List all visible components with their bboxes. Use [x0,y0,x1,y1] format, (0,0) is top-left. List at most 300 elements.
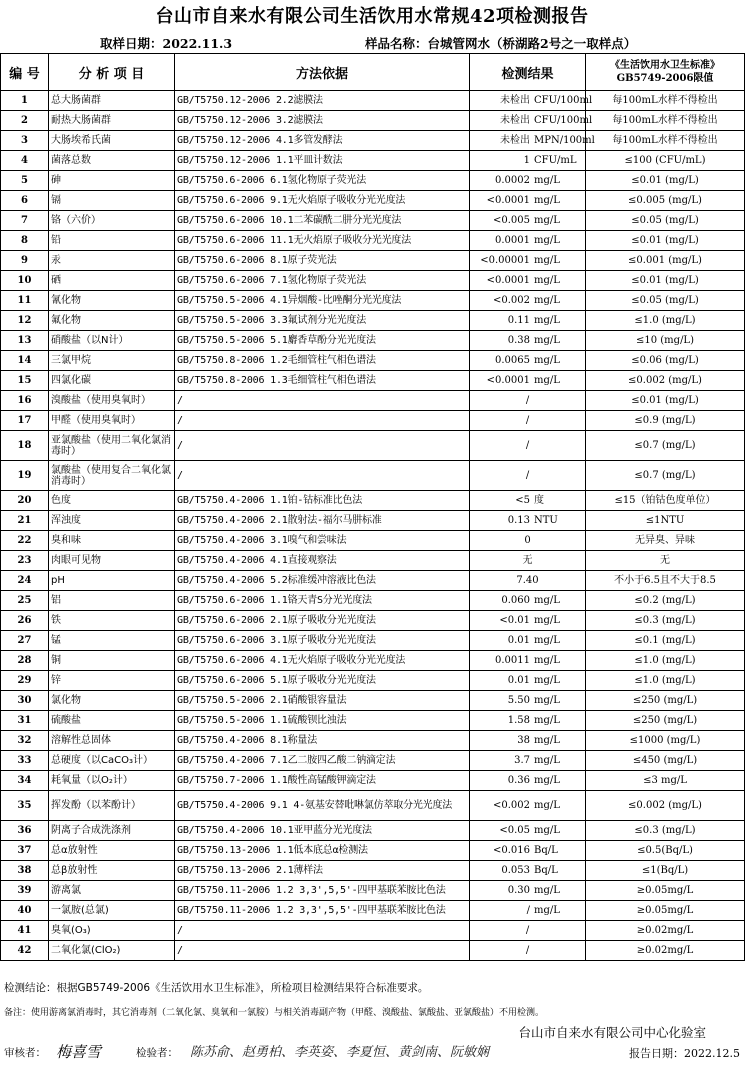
row-number: 21 [1,511,49,531]
test-result [470,571,586,591]
method-basis: GB/T5750.4-2006 5.2标准缓冲溶液比色法 [175,571,470,591]
result-unit: CFU/100ml [534,115,593,126]
reviewer-signature: 梅喜雪 [56,1043,102,1061]
method-basis: GB/T5750.11-2006 1.2 3,3',5,5'-四甲基联苯胺比色法 [175,901,470,921]
analysis-item: 氯化物 [49,691,175,711]
result-unit: mg/L [534,800,560,811]
test-result [470,531,586,551]
table-header-row [1,54,745,91]
standard-limit: ≥0.02mg/L [586,941,745,961]
row-number: 24 [1,571,49,591]
result-unit: mg/L [534,335,560,346]
row-number: 29 [1,671,49,691]
test-result [470,461,586,491]
row-number: 6 [1,191,49,211]
row-number: 4 [1,151,49,171]
result-value: 0 [524,535,531,546]
method-basis: GB/T5750.4-2006 1.1铂-钴标准比色法 [175,491,470,511]
row-number: 2 [1,111,49,131]
test-result [470,491,586,511]
table-row [1,291,745,311]
result-unit: mg/L [534,375,560,386]
table-row [1,691,745,711]
standard-limit: ≤0.1 (mg/L) [586,631,745,651]
test-result [470,391,586,411]
result-value: / [525,470,530,481]
standard-title: 《生活饮用水卫生标准》 [610,60,720,71]
table-row [1,941,745,961]
result-value: 5.50 [507,695,530,706]
test-result [470,901,586,921]
result-value: 0.36 [507,775,530,786]
result-value: 0.38 [507,335,530,346]
table-row [1,351,745,371]
table-body [1,91,745,961]
method-basis: / [175,941,470,961]
test-result [470,921,586,941]
test-result [470,131,595,151]
standard-limit: ≤3 mg/L [586,771,745,791]
analysis-item: 氯酸盐（使用复合二氧化氯消毒时） [49,461,175,491]
table-row [1,821,745,841]
table-row [1,431,745,461]
result-value: 未检出 [500,95,530,106]
result-value: <5 [515,495,530,506]
method-basis: GB/T5750.13-2006 1.1低本底总α检测法 [175,841,470,861]
col-header-method: 方法依据 [175,54,470,91]
row-number: 27 [1,631,49,651]
table-row [1,771,745,791]
standard-limit: 无 [586,551,745,571]
analysis-item: 砷 [49,171,175,191]
analysis-item: 锰 [49,631,175,651]
result-value: / [525,945,530,956]
table-row [1,131,745,151]
analysis-item: 总硬度（以CaCO₃计） [49,751,175,771]
row-number: 8 [1,231,49,251]
row-number: 13 [1,331,49,351]
method-basis: GB/T5750.5-2006 5.1麝香草酚分光光度法 [175,331,470,351]
row-number: 22 [1,531,49,551]
result-unit: MPN/100ml [534,135,595,146]
method-basis: GB/T5750.5-2006 4.1异烟酸-比唑酮分光光度法 [175,291,470,311]
test-result [470,151,586,171]
result-unit: mg/L [534,655,560,666]
lab-name: 台山市自来水有限公司中心化验室 [518,1025,706,1040]
row-number: 9 [1,251,49,271]
row-number: 25 [1,591,49,611]
result-unit: Bq/L [534,845,558,856]
method-basis: GB/T5750.4-2006 3.1嗅气和尝味法 [175,531,470,551]
analysis-item: 耐热大肠菌群 [49,111,175,131]
test-result [470,251,586,271]
row-number: 10 [1,271,49,291]
analysis-item: 铁 [49,611,175,631]
test-result [470,211,586,231]
table-row [1,151,745,171]
note: 备注：使用游离氯消毒时，其它消毒剂（二氧化氯、臭氧和一氯胺）与相关消毒副产物（甲醛、溴酸盐、氯酸盐、亚氯酸盐）不用检测。 [4,1008,545,1018]
method-basis: GB/T5750.4-2006 2.1散射法-福尔马肼标准 [175,511,470,531]
analysis-item: 总α放射性 [49,841,175,861]
method-basis: GB/T5750.13-2006 2.1薄样法 [175,861,470,881]
result-value: 3.7 [514,755,530,766]
analysis-item: 挥发酚（以苯酚计） [49,791,175,821]
result-value: 0.13 [507,515,530,526]
test-result [470,591,586,611]
method-basis: GB/T5750.12-2006 1.1平皿计数法 [175,151,470,171]
method-basis: GB/T5750.5-2006 1.1硫酸钡比浊法 [175,711,470,731]
row-number: 5 [1,171,49,191]
standard-limit: ≤0.01 (mg/L) [586,231,745,251]
analysis-item: 臭氧(O₃) [49,921,175,941]
table-row [1,731,745,751]
analysis-item: 一氯胺(总氯) [49,901,175,921]
method-basis: GB/T5750.6-2006 6.1氢化物原子荧光法 [175,171,470,191]
method-basis: GB/T5750.7-2006 1.1酸性高锰酸钾滴定法 [175,771,470,791]
test-result [470,771,586,791]
test-result [470,431,586,461]
test-result [470,631,586,651]
result-value: 无 [522,555,533,566]
col-header-standard [586,54,745,91]
table-row [1,111,745,131]
result-value: / [525,415,530,426]
test-result [470,311,586,331]
standard-limit: ≤1000 (mg/L) [586,731,745,751]
method-basis: GB/T5750.6-2006 7.1氢化物原子荧光法 [175,271,470,291]
standard-limit: ≤15（铂钴色度单位） [586,491,745,511]
result-unit: mg/L [534,175,560,186]
analysis-item: 色度 [49,491,175,511]
method-basis: GB/T5750.12-2006 4.1多管发酵法 [175,131,470,151]
standard-limit: ≤0.01 (mg/L) [586,171,745,191]
row-number: 41 [1,921,49,941]
result-unit: mg/L [534,215,560,226]
analysis-item: 甲醛（使用臭氧时） [49,411,175,431]
result-value: 0.0002 [495,175,530,186]
table-row [1,231,745,251]
method-basis: GB/T5750.6-2006 8.1原子荧光法 [175,251,470,271]
result-unit: 度 [534,495,544,506]
result-value: 0.0065 [495,355,530,366]
test-result [470,231,586,251]
test-result [470,711,586,731]
test-result [470,821,586,841]
standard-limit: ≤0.3 (mg/L) [586,821,745,841]
table-row [1,171,745,191]
result-unit: NTU [534,515,558,526]
row-number: 12 [1,311,49,331]
row-number: 40 [1,901,49,921]
row-number: 36 [1,821,49,841]
analysis-item: 溶解性总固体 [49,731,175,751]
test-result [470,691,586,711]
analysis-item: 汞 [49,251,175,271]
result-unit: CFU/100ml [534,95,593,106]
test-result [470,331,586,351]
table-row [1,711,745,731]
analysis-item: 氟化物 [49,311,175,331]
row-number: 37 [1,841,49,861]
test-result [470,271,586,291]
table-row [1,791,745,821]
test-result [470,611,586,631]
table-row [1,371,745,391]
method-basis: GB/T5750.12-2006 3.2滤膜法 [175,111,470,131]
analysis-item: 锌 [49,671,175,691]
method-basis: GB/T5750.6-2006 1.1铬天青S分光光度法 [175,591,470,611]
result-unit: mg/L [534,195,560,206]
table-row [1,271,745,291]
analysis-item: 硒 [49,271,175,291]
method-basis: GB/T5750.4-2006 9.1 4-氨基安替吡啉氯仿萃取分光光度法 [175,791,470,821]
standard-code: GB5749-2006限值 [616,73,714,84]
result-value: 7.40 [516,575,539,586]
analysis-item: 氰化物 [49,291,175,311]
result-unit: mg/L [534,715,560,726]
method-basis: / [175,391,470,411]
standard-limit: ≤0.01 (mg/L) [586,271,745,291]
analysis-item: 菌落总数 [49,151,175,171]
result-value: 0.060 [501,595,530,606]
table-row [1,251,745,271]
result-value: 0.01 [507,635,530,646]
analysis-item: 二氧化氯(ClO₂) [49,941,175,961]
result-unit: mg/L [534,775,560,786]
inspector-label: 检验者： [136,1047,178,1059]
analysis-item: 镉 [49,191,175,211]
row-number: 17 [1,411,49,431]
row-number: 16 [1,391,49,411]
test-result [470,751,586,771]
table-row [1,651,745,671]
conclusion: 检测结论：根据GB5749-2006《生活饮用水卫生标准》，所检项目检测结果符合标准要求。 [4,982,429,994]
standard-limit: ≤1.0 (mg/L) [586,311,745,331]
standard-limit: ≤0.3 (mg/L) [586,611,745,631]
row-number: 1 [1,91,49,111]
analysis-item: 总β放射性 [49,861,175,881]
table-row [1,311,745,331]
analysis-item: 阴离子合成洗涤剂 [49,821,175,841]
analysis-item: 肉眼可见物 [49,551,175,571]
method-basis: GB/T5750.6-2006 11.1无火焰原子吸收分光光度法 [175,231,470,251]
standard-limit: ≥0.05mg/L [586,881,745,901]
row-number: 18 [1,431,49,461]
standard-limit: 每100mL水样不得检出 [586,91,745,111]
row-number: 19 [1,461,49,491]
result-unit: mg/L [534,905,560,916]
result-unit: mg/L [534,595,560,606]
results-table [0,53,745,961]
result-value: 1.58 [507,715,530,726]
method-basis: GB/T5750.5-2006 2.1硝酸银容量法 [175,691,470,711]
row-number: 33 [1,751,49,771]
standard-limit: ≤10 (mg/L) [586,331,745,351]
analysis-item: 硝酸盐（以N计） [49,331,175,351]
row-number: 42 [1,941,49,961]
table-row [1,751,745,771]
analysis-item: 大肠埃希氏菌 [49,131,175,151]
result-value: <0.0001 [486,195,530,206]
result-unit: mg/L [534,695,560,706]
table-row [1,881,745,901]
result-value: <0.01 [499,615,530,626]
test-result [470,351,586,371]
result-unit: mg/L [534,255,560,266]
method-basis: GB/T5750.8-2006 1.3毛细管柱气相色谱法 [175,371,470,391]
method-basis: GB/T5750.6-2006 4.1无火焰原子吸收分光光度法 [175,651,470,671]
standard-limit: ≤0.002 (mg/L) [586,371,745,391]
result-value: 38 [517,735,530,746]
table-row [1,411,745,431]
row-number: 35 [1,791,49,821]
analysis-item: 耗氧量（以O₂计） [49,771,175,791]
table-row [1,921,745,941]
table-row [1,671,745,691]
standard-limit: 每100mL水样不得检出 [586,131,745,151]
test-result [470,651,586,671]
result-unit: mg/L [534,315,560,326]
test-result [470,841,586,861]
method-basis: / [175,431,470,461]
row-number: 23 [1,551,49,571]
table-row [1,331,745,351]
analysis-item: 铬（六价） [49,211,175,231]
standard-limit: ≤0.01 (mg/L) [586,391,745,411]
analysis-item: 铜 [49,651,175,671]
standard-limit: ≤450 (mg/L) [586,751,745,771]
standard-limit: ≤0.7 (mg/L) [586,431,745,461]
report-date: 报告日期：2022.12.5 [629,1047,740,1060]
result-value: / [525,440,530,451]
analysis-item: pH [49,571,175,591]
row-number: 39 [1,881,49,901]
row-number: 32 [1,731,49,751]
test-result [470,791,586,821]
test-result [470,411,586,431]
standard-limit: ≥0.05mg/L [586,901,745,921]
row-number: 26 [1,611,49,631]
standard-limit: ≤0.7 (mg/L) [586,461,745,491]
standard-limit: ≤0.2 (mg/L) [586,591,745,611]
method-basis: GB/T5750.4-2006 10.1亚甲蓝分光光度法 [175,821,470,841]
result-value: / [526,905,530,916]
result-value: 0.0011 [495,655,530,666]
analysis-item: 溴酸盐（使用臭氧时） [49,391,175,411]
standard-limit: 不小于6.5且不大于8.5 [586,571,745,591]
analysis-item: 总大肠菌群 [49,91,175,111]
result-value: <0.002 [492,800,530,811]
standard-limit: ≤1NTU [586,511,745,531]
result-value: <0.002 [492,295,530,306]
method-basis: GB/T5750.4-2006 7.1乙二胺四乙酸二钠滴定法 [175,751,470,771]
test-result [470,511,586,531]
standard-limit: ≤1(Bq/L) [586,861,745,881]
test-result [470,91,593,111]
row-number: 7 [1,211,49,231]
row-number: 14 [1,351,49,371]
result-unit: mg/L [534,825,560,836]
analysis-item: 浑浊度 [49,511,175,531]
method-basis: GB/T5750.6-2006 10.1二苯碳酰二肼分光光度法 [175,211,470,231]
table-row [1,631,745,651]
table-row [1,191,745,211]
result-unit: mg/L [534,755,560,766]
standard-limit: ≤0.05 (mg/L) [586,291,745,311]
result-unit: mg/L [534,235,560,246]
result-value: 未检出 [500,135,530,146]
method-basis: GB/T5750.12-2006 2.2滤膜法 [175,91,470,111]
standard-limit: ≤1.0 (mg/L) [586,671,745,691]
method-basis: GB/T5750.6-2006 9.1无火焰原子吸收分光光度法 [175,191,470,211]
result-value: 0.053 [501,865,530,876]
analysis-item: 三氯甲烷 [49,351,175,371]
standard-limit: ≥0.02mg/L [586,921,745,941]
standard-limit: ≤0.06 (mg/L) [586,351,745,371]
result-unit: mg/L [534,635,560,646]
result-value: <0.0001 [486,375,530,386]
standard-limit: ≤0.05 (mg/L) [586,211,745,231]
standard-limit: ≤100 (CFU/mL) [586,151,745,171]
table-row [1,531,745,551]
standard-limit: ≤250 (mg/L) [586,691,745,711]
result-value: 0.11 [507,315,530,326]
method-basis: GB/T5750.8-2006 1.2毛细管柱气相色谱法 [175,351,470,371]
row-number: 3 [1,131,49,151]
reviewer-label: 审核者： [4,1047,46,1059]
test-result [470,731,586,751]
result-value: <0.05 [499,825,530,836]
col-header-no: 编 号 [1,54,49,91]
test-result [470,111,593,131]
standard-limit: ≤250 (mg/L) [586,711,745,731]
standard-limit: ≤0.9 (mg/L) [586,411,745,431]
table-row [1,211,745,231]
row-number: 38 [1,861,49,881]
analysis-item: 铝 [49,591,175,611]
test-result [470,861,586,881]
table-row [1,91,745,111]
row-number: 15 [1,371,49,391]
standard-limit: 无异臭、异味 [586,531,745,551]
row-number: 28 [1,651,49,671]
test-result [470,671,586,691]
table-row [1,391,745,411]
table-row [1,511,745,531]
table-row [1,491,745,511]
analysis-item: 游离氯 [49,881,175,901]
test-result [470,941,586,961]
method-basis: GB/T5750.6-2006 5.1原子吸收分光光度法 [175,671,470,691]
table-row [1,591,745,611]
method-basis: GB/T5750.6-2006 3.1原子吸收分光光度法 [175,631,470,651]
method-basis: GB/T5750.5-2006 3.3氟试剂分光光度法 [175,311,470,331]
col-header-result: 检测结果 [470,54,586,91]
table-row [1,861,745,881]
analysis-item: 四氯化碳 [49,371,175,391]
standard-limit: ≤0.005 (mg/L) [586,191,745,211]
col-header-item: 分 析 项 目 [49,54,175,91]
table-row [1,901,745,921]
result-value: <0.016 [492,845,530,856]
result-value: 1 [523,155,530,166]
test-result [470,371,586,391]
table-row [1,841,745,861]
result-value: 0.30 [507,885,530,896]
row-number: 20 [1,491,49,511]
result-unit: mg/L [534,885,560,896]
table-row [1,571,745,591]
